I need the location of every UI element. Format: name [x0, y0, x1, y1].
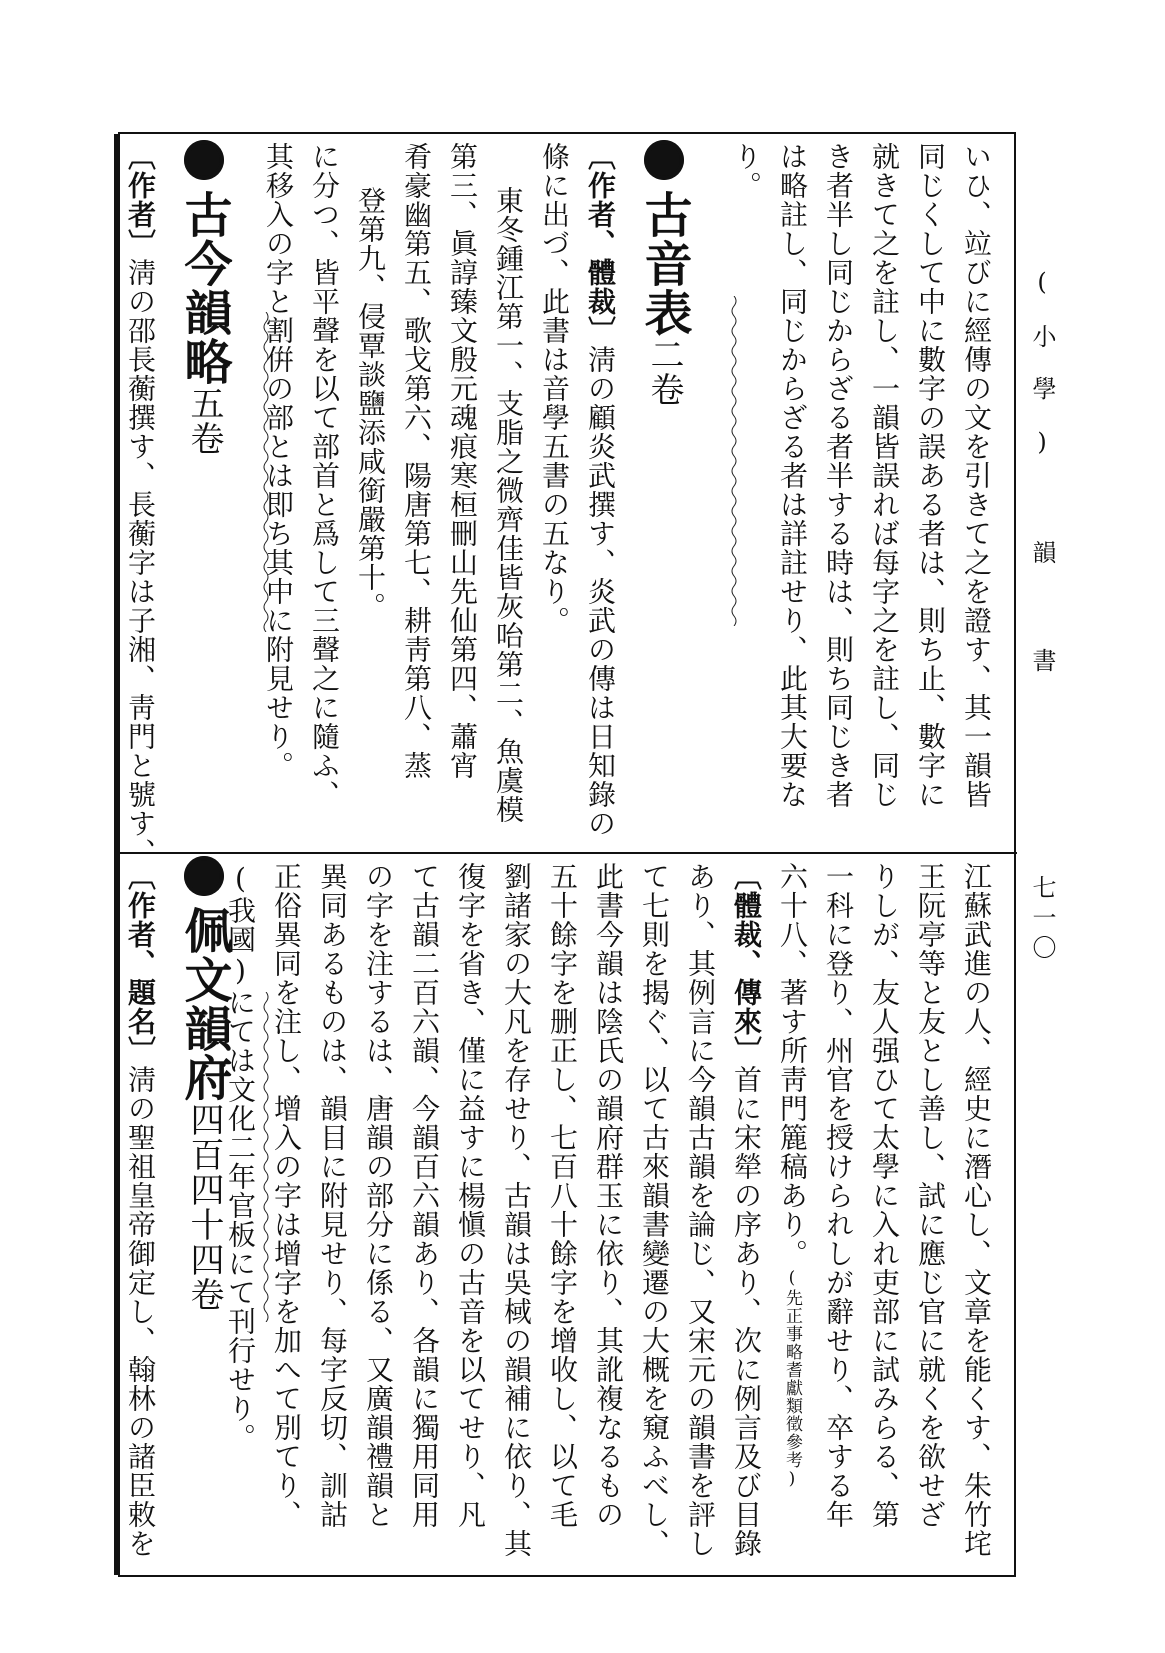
page-number: 七一〇 [1028, 875, 1056, 965]
entry-line: 其移入の字と割倂の部とは即ち其中に附見せり。 [262, 142, 295, 780]
entry-line: 此書今韻は陰氏の韻府群玉に依り、其訛複なるもの [592, 862, 625, 1529]
volume-count: 二卷 [644, 337, 684, 407]
upper-text-line: り。 [730, 142, 763, 200]
upper-text-line: は略註し、同じからざる者は詳註せり、此其大要な [776, 142, 809, 809]
bullet-icon [644, 140, 684, 180]
entry-title-guyinbiao [636, 140, 692, 407]
ornament-squiggle [262, 312, 270, 632]
entry-label: 〔作者、體裁〕 [584, 142, 617, 345]
entry-line: 劉諸家の大凡を存せり、古韻は吳棫の韻補に依り、其 [500, 862, 533, 1558]
ornament-squiggle [262, 992, 270, 1322]
entry-line: の字を注するは、唐韻の部分に係る、又廣韻禮韻と [362, 862, 395, 1529]
entry-line: 〔作者、題名〕淸の聖祖皇帝御定し、翰林の諸臣敕を [124, 862, 157, 1558]
entry-label: 〔體裁、傳來〕 [730, 862, 763, 1065]
upper-text-line: き者半し同じからざる者半する時は、則ち同じき者 [822, 142, 855, 809]
volume-count: 五卷 [184, 386, 224, 456]
bullet-icon [184, 140, 224, 180]
entry-label: 〔作者、題名〕 [124, 862, 157, 1065]
volume-count: 四百四十四卷 [184, 1102, 224, 1312]
entry-line: 登第九、侵覃談鹽添咸銜嚴第十。 [354, 186, 387, 621]
upper-text-line: 就きて之を註し、一韻皆誤れば每字之を註し、同じ [868, 142, 901, 809]
upper-text-line: いひ、竝びに經傳の文を引きて之を證す、其一韻皆 [960, 142, 993, 809]
bullet-icon [184, 856, 224, 896]
entry-title-gujinyunlue [176, 140, 232, 456]
entry-line: 東冬鍾江第一、支脂之微齊佳皆灰咍第二、魚虞模 [492, 186, 525, 824]
entry-line: 復字を省き、僅に益すに楊愼の古音を以てせり、凡 [454, 862, 487, 1529]
entry-line: 〔作者、體裁〕淸の顧炎武撰す、炎武の傳は日知錄の [584, 142, 617, 838]
lower-text-line: りしが、友人强ひて太學に入れ吏部に試みらる、第 [868, 862, 901, 1529]
upper-text-line: 同じくして中に數字の誤ある者は、則ち止、數字に [914, 142, 947, 809]
running-head: (小學) 韻 書 [1028, 268, 1056, 700]
title-text: 古今韻略 [176, 190, 232, 386]
entry-line: (我國)にては文化二年官板にて刊行せり。 [224, 862, 257, 1452]
lower-text-line: 王阮亭等と友とし善し、試に應じ官に就くを欲せざ [914, 862, 947, 1529]
lower-text-line: 一科に登り、州官を授けられしが辭せり、卒する年 [822, 862, 855, 1529]
entry-title-peiwenyunfu [176, 856, 232, 1312]
lower-text-line: 江蘇武進の人、經史に潛心し、文章を能くす、朱竹垞 [960, 862, 993, 1558]
title-text: 古音表 [636, 190, 692, 337]
title-text: 佩文韻府 [176, 906, 232, 1102]
reference-note: (先正事略耆獻類徵參考) [782, 1268, 802, 1490]
entry-line: 條に出づ、此書は音學五書の五なり。 [538, 142, 571, 635]
section-divider [120, 852, 1017, 854]
entry-line: あり、其例言に今韻古韻を論じ、又宋元の韻書を評し [684, 862, 717, 1558]
entry-line: 〔作者〕淸の邵長蘅撰す、長蘅字は子湘、靑門と號す、 [124, 142, 157, 867]
entry-label: 〔作者〕 [124, 142, 157, 258]
ornament-squiggle [730, 296, 738, 626]
entry-line: 〔體裁、傳來〕首に宋犖の序あり、次に例言及び目錄 [730, 862, 763, 1558]
entry-line: 五十餘字を删正し、七百八十餘字を增收し、以て毛 [546, 862, 579, 1529]
entry-line: 異同あるものは、韻目に附見せり、每字反切、訓詁 [316, 862, 349, 1529]
entry-line: て古韻二百六韻、今韻百六韻あり、各韻に獨用同用 [408, 862, 441, 1529]
lower-text-line: 六十八、著す所靑門簏稿あり。(先正事略耆獻類徵參考) [776, 862, 809, 1490]
entry-line: て七則を揭ぐ、以て古來韻書變遷の大概を窺ふべし、 [638, 862, 671, 1558]
entry-line: 正俗異同を注し、增入の字は增字を加へて別てり、 [270, 862, 303, 1529]
entry-line: 肴豪幽第五、歌戈第六、陽唐第七、耕靑第八、蒸 [400, 142, 433, 780]
entry-line: に分つ、皆平聲を以て部首と爲して三聲之に隨ふ、 [308, 142, 341, 809]
entry-line: 第三、眞諄臻文殷元魂痕寒桓刪山先仙第四、蕭宵 [446, 142, 479, 780]
